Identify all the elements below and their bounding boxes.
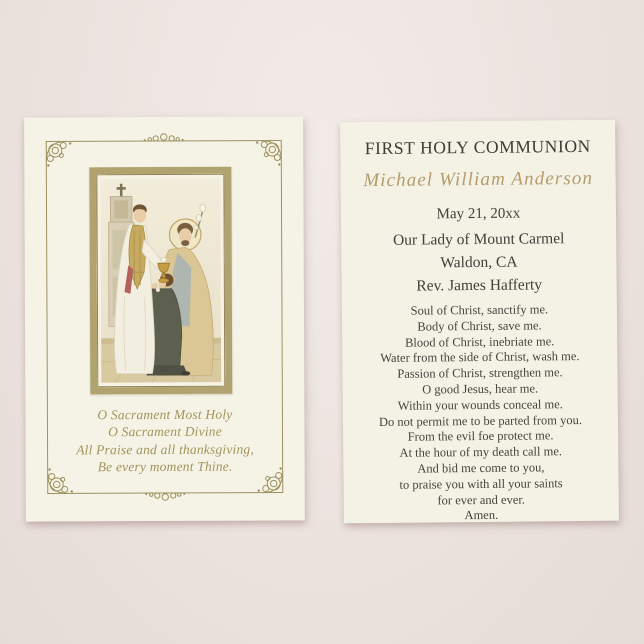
communicant-name: Michael William Anderson xyxy=(363,167,594,192)
verse-line: All Praise and all thanksgiving, xyxy=(76,441,254,457)
sacrament-verse xyxy=(25,405,304,475)
verse-line: O Sacrament Divine xyxy=(108,424,222,440)
celebrant-name: Rev. James Hafferty xyxy=(416,276,543,295)
prayer-line: O good Jesus, hear me. xyxy=(422,381,539,397)
prayer-line: From the evil foe protect me. xyxy=(407,428,554,445)
prayer-line: for ever and ever. xyxy=(437,492,525,507)
prayer-line: At the hour of my death call me. xyxy=(399,444,563,460)
prayer-line: Soul of Christ, sanctify me. xyxy=(410,302,549,318)
prayer-line: Amen. xyxy=(464,508,499,523)
prayer-line: Passion of Christ, strengthen me. xyxy=(397,365,563,381)
church-name: Our Lady of Mount Carmel xyxy=(392,230,565,249)
verse-line: Be every moment Thine. xyxy=(97,458,233,475)
prayer-line: to praise you with all your saints xyxy=(399,475,563,492)
prayer-line: And bid me come to you, xyxy=(417,460,545,476)
prayer-line: Water from the side of Christ, wash me. xyxy=(380,349,580,366)
communion-date: May 21, 20xx xyxy=(436,205,521,223)
anima-christi-prayer xyxy=(342,302,619,526)
prayer-line: Do not permit me to be parted from you. xyxy=(378,412,583,429)
church-location: Waldon, CA xyxy=(440,253,518,272)
prayer-line: Blood of Christ, inebriate me. xyxy=(404,333,555,350)
card-title: FIRST HOLY COMMUNION xyxy=(364,135,591,159)
verse-line: O Sacrament Most Holy xyxy=(97,406,233,423)
prayer-line: Body of Christ, save me. xyxy=(417,318,542,334)
holy-card-front xyxy=(24,116,305,521)
communion-artwork-frame xyxy=(89,167,232,395)
prayer-line: Within your wounds conceal me. xyxy=(397,396,563,413)
communion-artwork xyxy=(100,178,221,384)
holy-card-back xyxy=(340,120,619,524)
